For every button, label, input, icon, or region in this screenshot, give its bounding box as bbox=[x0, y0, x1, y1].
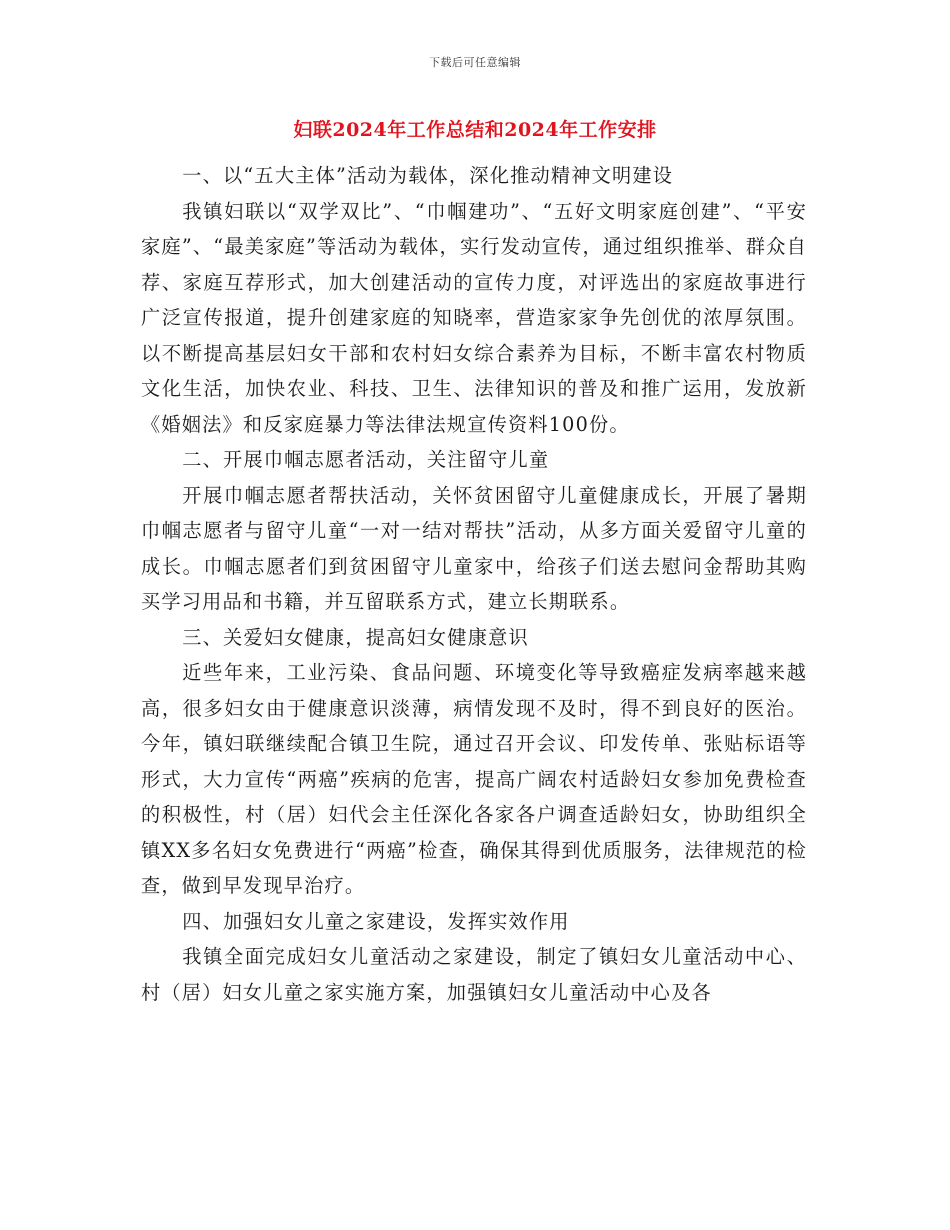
document-title: 妇联2024年工作总结和2024年工作安排 bbox=[293, 119, 657, 141]
section-heading-4: 四、加强妇女儿童之家建设，发挥实效作用 bbox=[182, 909, 570, 933]
section-heading-2: 二、开展巾帼志愿者活动，关注留守儿童 bbox=[182, 448, 550, 471]
paragraph-3: 近些年来，工业污染、食品问题、环境变化等导致癌症发病率越来越高，很多妇女由于健康意识淡薄，病情发现不及时，得不到良好的医治。今年，镇妇联继续配合镇卫生院，通过召开会议、印发传单、张贴标语等形式，大力宣传“两癌”疾病的危害，提高广阔农村适龄妇女参加免费检查的积极性，村（居）妇代会主任深化各家各户调查适龄妇女，协助组织全镇XX多名妇女免费进行“两癌”检查，确保其得到优质服务，法律规范的检查，做到早发现早治疗。 bbox=[141, 661, 807, 897]
document-body bbox=[141, 158, 807, 1010]
page-header-note: 下载后可任意编辑 bbox=[429, 56, 521, 69]
section-heading-1: 一、以“五大主体”活动为载体，深化推动精神文明建设 bbox=[182, 164, 674, 187]
paragraph-1: 我镇妇联以“双学双比”、“巾帼建功”、“五好文明家庭创建”、“平安家庭”、“最美家庭”等活动为载体，实行发动宣传，通过组织推举、群众自荐、家庭互荐形式，加大创建活动的宣传力度，对评选出的家庭故事进行广泛宣传报道，提升创建家庭的知晓率，营造家家争先创优的浓厚氛围。以不断提高基层妇女干部和农村妇女综合素养为目标，不断丰富农村物质文化生活，加快农业、科技、卫生、法律知识的普及和推广运用，发放新《婚姻法》和反家庭暴力等法律法规宣传资料100份。 bbox=[141, 199, 807, 436]
paragraph-2: 开展巾帼志愿者帮扶活动，关怀贫困留守儿童健康成长，开展了暑期巾帼志愿者与留守儿童“一对一结对帮扶”活动，从多方面关爱留守儿童的成长。巾帼志愿者们到贫困留守儿童家中，给孩子们送去慰问金帮助其购买学习用品和书籍，并互留联系方式，建立长期联系。 bbox=[141, 483, 807, 613]
section-heading-3: 三、关爱妇女健康，提高妇女健康意识 bbox=[182, 625, 529, 649]
paragraph-4: 我镇全面完成妇女儿童活动之家建设，制定了镇妇女儿童活动中心、村（居）妇女儿童之家实施方案，加强镇妇女儿童活动中心及各 bbox=[141, 945, 807, 1004]
